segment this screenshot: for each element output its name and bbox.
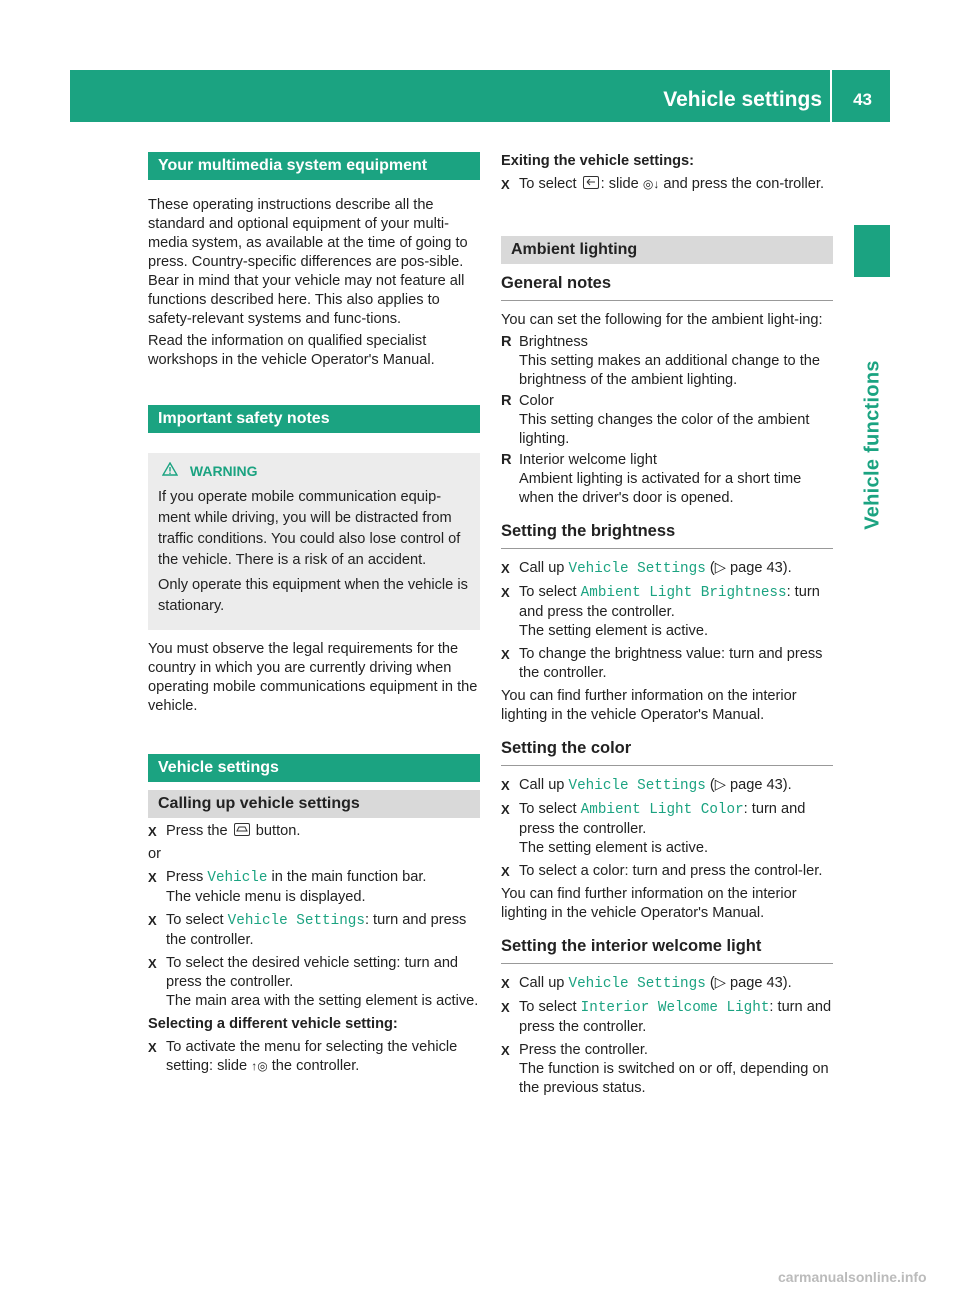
step-text: To select [519, 176, 577, 192]
bullet-title: Color [519, 393, 554, 409]
or-text: or [148, 846, 161, 862]
step-text: Press the controller. [519, 1042, 648, 1058]
color-paragraph: You can find further information on the interior lighting in the vehicle Operator's Manual. [501, 886, 797, 921]
step-arrow-icon: X [501, 177, 510, 192]
step-text: and press the con-troller. [663, 176, 825, 192]
step-text: To select [519, 999, 577, 1015]
subheading-color: Setting the color [501, 739, 833, 766]
step-text: Call up [519, 560, 565, 576]
step-select-desired [148, 954, 480, 1011]
slide-down-controller-icon: ◎↓ [642, 177, 660, 191]
bullet-title: Brightness [519, 334, 588, 350]
footer-watermark: carmanualsonline.info [778, 1269, 927, 1285]
step-arrow-icon: X [501, 647, 510, 662]
step-arrow-icon: X [501, 802, 510, 817]
step-text: To select [166, 912, 224, 928]
subheading-exiting: Exiting the vehicle settings: [501, 153, 695, 169]
step-call-up [501, 559, 833, 579]
warning-box [148, 453, 480, 630]
step-activate-menu [148, 1038, 480, 1076]
step-text: Call up [519, 975, 565, 991]
subheading-general-notes: General notes [501, 274, 833, 301]
step-arrow-icon: X [501, 1043, 510, 1058]
step-text: To activate the menu for selecting the vehicle setting: slide [166, 1039, 458, 1074]
back-button-icon [583, 176, 599, 189]
step-arrow-icon: X [501, 1000, 510, 1015]
side-label-text: Vehicle functions [861, 360, 884, 530]
bullet-marker: R [501, 393, 512, 409]
menu-item-interior-welcome-light: Interior Welcome Light [580, 1000, 770, 1016]
step-text: To select [519, 801, 577, 817]
step-call-up [501, 776, 833, 796]
step-call-up [501, 974, 833, 994]
step-select-welcome-light [501, 998, 833, 1037]
step-press-button [148, 822, 480, 841]
bullet-marker: R [501, 452, 512, 468]
step-arrow-icon: X [148, 956, 157, 971]
safety-paragraph: You must observe the legal requirements for the country in which you are currently driving when operating mobile communications equipment in the vehicle. [148, 641, 478, 714]
step-arrow-icon: X [148, 1040, 157, 1055]
menu-item-vehicle-settings: Vehicle Settings [568, 778, 706, 794]
step-arrow-icon: X [501, 561, 510, 576]
step-arrow-icon: X [501, 864, 510, 879]
side-label [853, 290, 893, 600]
step-arrow-icon: X [501, 778, 510, 793]
subheading-brightness: Setting the brightness [501, 522, 833, 549]
warning-text-2: Only operate this equipment when the vehicle is stationary. [158, 577, 468, 614]
right-column [501, 152, 833, 1102]
step-select-color [501, 800, 833, 858]
bullet-item [501, 451, 833, 508]
bullet-item [501, 333, 833, 390]
bullet-marker: R [501, 334, 512, 350]
menu-item-vehicle-settings: Vehicle Settings [568, 561, 706, 577]
page-header [70, 70, 890, 122]
step-text: : turn and press the controller. [519, 584, 820, 620]
step-arrow-icon: X [148, 913, 157, 928]
warning-text: If you operate mobile communication equip-ment while driving, you will be distracted from traffic conditions. You could also lose control of the vehicle. There is a risk of an accident. [158, 489, 461, 568]
slide-up-controller-icon: ↑◎ [251, 1059, 268, 1073]
step-result: The vehicle menu is displayed. [166, 889, 366, 905]
step-result: The setting element is active. [519, 840, 708, 856]
header-divider [830, 70, 832, 122]
warning-triangle-icon [162, 463, 182, 479]
equip-paragraph: These operating instructions describe all the standard and optional equipment of your multi-media system, as available at the time of going to press. Country-specific differences are pos-sible. Bear in mind that your vehicle may not feature all functions described here. This also applies to safety-relevant systems and func-tions. [148, 197, 468, 327]
page-reference: (▷ page 43). [709, 777, 792, 793]
step-select-vehicle-settings [148, 911, 480, 950]
step-text: To select a color: turn and press the control-ler. [519, 863, 823, 879]
step-text: To select the desired vehicle setting: turn and press the controller. [166, 955, 459, 990]
menu-item-ambient-brightness: Ambient Light Brightness [580, 585, 787, 601]
step-text: in the main function bar. [271, 869, 427, 885]
subheading-different-setting: Selecting a different vehicle setting: [148, 1016, 398, 1032]
step-choose-color [501, 862, 833, 881]
step-text: Press [166, 869, 204, 885]
left-column [148, 152, 480, 1080]
bullet-title: Interior welcome light [519, 452, 657, 468]
car-button-icon [234, 823, 250, 836]
subheading-calling-up: Calling up vehicle settings [148, 790, 480, 818]
step-text: button. [255, 823, 301, 839]
step-text: : turn and press the controller. [519, 801, 806, 837]
bullet-text: This setting changes the color of the ambient lighting. [519, 412, 810, 447]
step-result: The main area with the setting element is active. [166, 993, 479, 1009]
step-text: Call up [519, 777, 565, 793]
step-result: The function is switched on or off, depending on the previous status. [519, 1061, 829, 1096]
general-paragraph: You can set the following for the ambient light-ing: [501, 312, 823, 328]
step-arrow-icon: X [148, 824, 157, 839]
section-heading-safety: Important safety notes [148, 405, 480, 433]
bullet-text: This setting makes an additional change to the brightness of the ambient lighting. [519, 353, 820, 388]
menu-item-vehicle-settings: Vehicle Settings [227, 913, 365, 929]
bullet-text: Ambient lighting is activated for a short time when the driver's door is opened. [519, 471, 802, 506]
equip-paragraph-2: Read the information on qualified specialist workshops in the vehicle Operator's Manual. [148, 333, 435, 368]
section-heading-equipment: Your multimedia system equipment [148, 152, 480, 180]
step-press-controller [501, 1041, 833, 1098]
side-tab [854, 225, 890, 277]
step-arrow-icon: X [148, 870, 157, 885]
step-text: Press the [166, 823, 228, 839]
step-text: : turn and press the controller. [166, 912, 467, 948]
brightness-paragraph: You can find further information on the interior lighting in the vehicle Operator's Manual. [501, 688, 797, 723]
menu-item-vehicle: Vehicle [207, 870, 268, 886]
step-select-brightness [501, 583, 833, 641]
menu-item-ambient-color: Ambient Light Color [580, 802, 744, 818]
header-title: Vehicle settings [663, 88, 822, 111]
bullet-item [501, 392, 833, 449]
step-press-vehicle [148, 868, 480, 907]
step-arrow-icon: X [501, 976, 510, 991]
step-change-brightness [501, 645, 833, 683]
step-text: To select [519, 584, 577, 600]
step-exit [501, 175, 833, 194]
page-reference: (▷ page 43). [709, 560, 792, 576]
step-text: : slide [600, 176, 639, 192]
page-reference: (▷ page 43). [709, 975, 792, 991]
menu-item-vehicle-settings: Vehicle Settings [568, 976, 706, 992]
step-text: : turn and press the controller. [519, 999, 832, 1035]
step-result: The setting element is active. [519, 623, 708, 639]
section-heading-ambient: Ambient lighting [501, 236, 833, 264]
warning-label: WARNING [189, 463, 258, 479]
step-text: the controller. [271, 1058, 360, 1074]
page-number: 43 [853, 90, 872, 109]
step-arrow-icon: X [501, 585, 510, 600]
subheading-welcome-light: Setting the interior welcome light [501, 937, 833, 964]
section-heading-vehicle-settings: Vehicle settings [148, 754, 480, 782]
warning-header [162, 462, 472, 481]
step-text: To change the brightness value: turn and press the controller. [519, 646, 823, 681]
